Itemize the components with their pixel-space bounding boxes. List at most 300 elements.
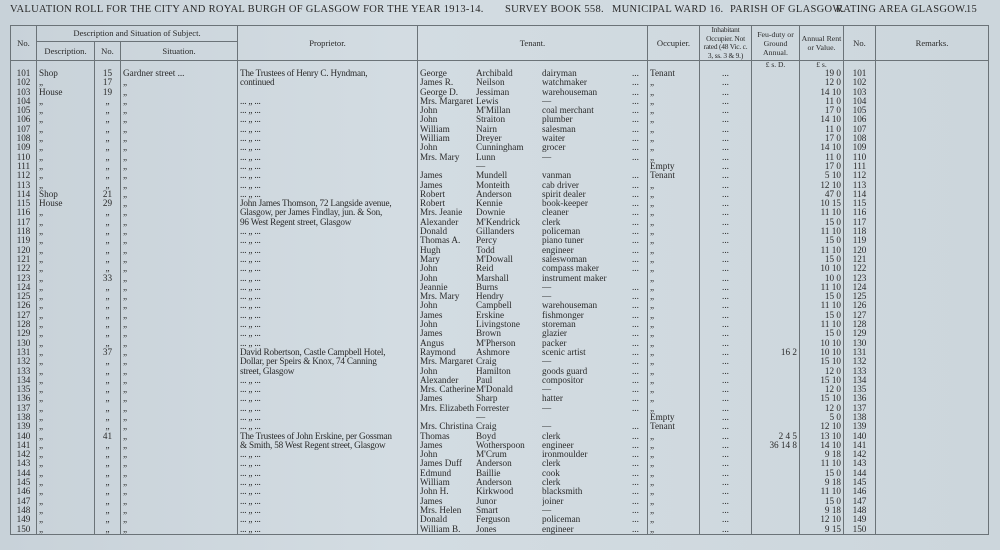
row-occupier: „: [648, 478, 700, 487]
tenant-occupation: —: [542, 152, 552, 162]
tenant-dots: ...: [632, 487, 639, 497]
row-proprietor: ... „ ...: [238, 515, 418, 524]
row-number: 146: [11, 487, 37, 496]
tenant-first-name: Robert: [420, 189, 446, 199]
row-remarks: [876, 88, 989, 97]
tenant-surname: Junor: [476, 496, 497, 506]
row-street-number: „: [95, 357, 121, 366]
row-feu-duty: [752, 394, 800, 403]
row-inhabitant: ...: [700, 227, 752, 236]
row-tenant: [418, 487, 648, 496]
row-proprietor: Dollar, per Speirs & Knox, 74 Canning: [238, 357, 418, 366]
row-tenant: [418, 106, 648, 115]
row-occupier: Empty: [648, 413, 700, 422]
row-description: „: [37, 134, 95, 143]
tenant-occupation: hatter: [542, 394, 563, 404]
rent-units: £ s.: [800, 61, 844, 70]
tenant-occupation: policeman: [542, 515, 581, 525]
row-description: „: [37, 162, 95, 171]
tenant-occupation: storeman: [542, 320, 576, 330]
row-annual-rent: 12 0: [800, 367, 844, 376]
row-tenant: [418, 311, 648, 320]
row-description: „: [37, 143, 95, 152]
row-street-number: „: [95, 153, 121, 162]
row-feu-duty: [752, 292, 800, 301]
row-proprietor: ... „ ...: [238, 339, 418, 348]
row-number: 119: [11, 236, 37, 245]
row-number: 149: [11, 515, 37, 524]
row-situation: „: [121, 515, 238, 524]
row-occupier: Tenant: [648, 69, 700, 78]
tenant-first-name: Mrs. Margaret: [420, 96, 473, 106]
row-inhabitant: ...: [700, 329, 752, 338]
row-remarks: [876, 311, 989, 320]
tenant-surname: Dreyer: [476, 134, 502, 144]
row-feu-duty: [752, 422, 800, 431]
tenant-first-name: John: [420, 320, 438, 330]
row-occupier: „: [648, 497, 700, 506]
row-situation: „: [121, 459, 238, 468]
row-situation: „: [121, 487, 238, 496]
tenant-first-name: John: [420, 115, 438, 125]
row-number: 140: [11, 432, 37, 441]
row-description: „: [37, 283, 95, 292]
row-number-right: 113: [844, 181, 876, 190]
row-description: „: [37, 525, 95, 535]
row-annual-rent: 13 10: [800, 432, 844, 441]
tenant-occupation: compositor: [542, 375, 584, 385]
row-annual-rent: 11 0: [800, 153, 844, 162]
row-tenant: [418, 134, 648, 143]
tenant-occupation: —: [542, 385, 552, 395]
row-street-number: „: [95, 487, 121, 496]
col-annual-rent: Annual Rent or Value.: [800, 26, 844, 61]
row-street-number: „: [95, 506, 121, 515]
row-occupier: „: [648, 385, 700, 394]
row-feu-duty: [752, 376, 800, 385]
row-description: „: [37, 469, 95, 478]
row-number: 107: [11, 125, 37, 134]
table-row: [11, 301, 989, 310]
row-occupier: „: [648, 227, 700, 236]
tenant-dots: ...: [632, 394, 639, 404]
tenant-dots: ...: [632, 199, 639, 209]
row-description: „: [37, 459, 95, 468]
row-street-number: „: [95, 450, 121, 459]
table-row: [11, 394, 989, 403]
tenant-dots: ...: [632, 385, 639, 395]
tenant-surname: Burns: [476, 282, 498, 292]
row-proprietor: ... „ ...: [238, 506, 418, 515]
row-proprietor: ... „ ...: [238, 497, 418, 506]
row-remarks: [876, 459, 989, 468]
row-inhabitant: ...: [700, 497, 752, 506]
row-feu-duty: [752, 171, 800, 180]
tenant-dots: ...: [632, 124, 639, 134]
row-occupier: „: [648, 115, 700, 124]
tenant-surname: Livingstone: [476, 320, 520, 330]
row-description: „: [37, 236, 95, 245]
row-inhabitant: ...: [700, 487, 752, 496]
table-row: [11, 264, 989, 273]
row-number: 147: [11, 497, 37, 506]
row-description: „: [37, 264, 95, 273]
row-number-right: 116: [844, 208, 876, 217]
row-proprietor: ... „ ...: [238, 125, 418, 134]
row-number-right: 146: [844, 487, 876, 496]
table-row: [11, 274, 989, 283]
row-situation: „: [121, 218, 238, 227]
row-occupier: „: [648, 199, 700, 208]
row-inhabitant: ...: [700, 357, 752, 366]
row-situation: „: [121, 404, 238, 413]
tenant-dots: ...: [632, 505, 639, 515]
row-number: 110: [11, 153, 37, 162]
tenant-first-name: John: [420, 450, 438, 460]
row-inhabitant: ...: [700, 106, 752, 115]
col-inhabitant: Inhabitant Occupier. Not rated (48 Vic. c. 3, ss. 3 & 9.): [700, 26, 752, 61]
tenant-surname: Baillie: [476, 468, 501, 478]
tenant-surname: Downie: [476, 208, 506, 218]
row-tenant: [418, 190, 648, 199]
row-situation: „: [121, 143, 238, 152]
tenant-surname: Hamilton: [476, 366, 511, 376]
row-situation: „: [121, 227, 238, 236]
row-occupier: „: [648, 469, 700, 478]
row-situation: „: [121, 376, 238, 385]
row-occupier: „: [648, 153, 700, 162]
table-row: [11, 329, 989, 338]
row-street-number: „: [95, 264, 121, 273]
row-inhabitant: ...: [700, 134, 752, 143]
row-feu-duty: [752, 181, 800, 190]
row-occupier: „: [648, 246, 700, 255]
row-occupier: „: [648, 394, 700, 403]
table-row: [11, 78, 989, 87]
row-street-number: „: [95, 246, 121, 255]
row-description: „: [37, 367, 95, 376]
row-feu-duty: [752, 469, 800, 478]
row-remarks: [876, 301, 989, 310]
row-feu-duty: [752, 478, 800, 487]
row-occupier: „: [648, 181, 700, 190]
municipal-ward: MUNICIPAL WARD 16.: [612, 4, 724, 15]
row-description: „: [37, 218, 95, 227]
row-remarks: [876, 227, 989, 236]
tenant-dots: ...: [632, 189, 639, 199]
row-description: „: [37, 478, 95, 487]
row-street-number: „: [95, 376, 121, 385]
table-row: [11, 292, 989, 301]
row-occupier: „: [648, 329, 700, 338]
row-number: 139: [11, 422, 37, 431]
row-number: 148: [11, 506, 37, 515]
row-situation: „: [121, 329, 238, 338]
row-annual-rent: 15 0: [800, 218, 844, 227]
row-street-number: 19: [95, 88, 121, 97]
tenant-first-name: Thomas A.: [420, 236, 461, 246]
row-annual-rent: 15 0: [800, 329, 844, 338]
row-number-right: 127: [844, 311, 876, 320]
row-number: 111: [11, 162, 37, 171]
table-row: [11, 246, 989, 255]
row-description: „: [37, 404, 95, 413]
row-street-number: „: [95, 478, 121, 487]
row-street-number: „: [95, 459, 121, 468]
row-street-number: „: [95, 367, 121, 376]
row-feu-duty: [752, 497, 800, 506]
row-annual-rent: 11 10: [800, 487, 844, 496]
row-number-right: 109: [844, 143, 876, 152]
tenant-surname: Paul: [476, 375, 493, 385]
row-number: 138: [11, 413, 37, 422]
row-inhabitant: ...: [700, 348, 752, 357]
row-occupier: „: [648, 255, 700, 264]
row-number-right: 132: [844, 357, 876, 366]
row-annual-rent: 10 10: [800, 348, 844, 357]
tenant-dots: ...: [632, 320, 639, 330]
tenant-dots: ...: [632, 282, 639, 292]
row-inhabitant: ...: [700, 311, 752, 320]
row-occupier: „: [648, 450, 700, 459]
row-situation: „: [121, 311, 238, 320]
row-situation: „: [121, 469, 238, 478]
row-annual-rent: 19 0: [800, 69, 844, 78]
tenant-surname: M'Pherson: [476, 338, 516, 348]
row-remarks: [876, 162, 989, 171]
tenant-surname: Anderson: [476, 459, 512, 469]
row-tenant: [418, 348, 648, 357]
row-annual-rent: 15 10: [800, 357, 844, 366]
table-row: [11, 320, 989, 329]
row-street-number: „: [95, 106, 121, 115]
tenant-surname: Reid: [476, 264, 494, 274]
tenant-dots: ...: [632, 87, 639, 97]
row-tenant: [418, 367, 648, 376]
table-row: [11, 311, 989, 320]
row-inhabitant: ...: [700, 115, 752, 124]
row-inhabitant: ...: [700, 190, 752, 199]
row-tenant: [418, 385, 648, 394]
row-annual-rent: 9 15: [800, 525, 844, 535]
row-number-right: 148: [844, 506, 876, 515]
row-description: „: [37, 106, 95, 115]
tenant-first-name: William: [420, 124, 450, 134]
row-annual-rent: 14 10: [800, 441, 844, 450]
tenant-first-name: John: [420, 143, 438, 153]
row-number: 124: [11, 283, 37, 292]
row-number-right: 103: [844, 88, 876, 97]
row-street-number: „: [95, 329, 121, 338]
col-feu-duty: Feu-duty or Ground Annual.: [752, 26, 800, 61]
row-remarks: [876, 348, 989, 357]
row-description: „: [37, 441, 95, 450]
row-occupier: „: [648, 190, 700, 199]
row-situation: „: [121, 134, 238, 143]
tenant-dots: ...: [632, 310, 639, 320]
col-description-group: Description and Situation of Subject.: [37, 26, 238, 42]
row-remarks: [876, 450, 989, 459]
row-annual-rent: 5 0: [800, 413, 844, 422]
tenant-dots: ...: [632, 338, 639, 348]
tenant-dots: ...: [632, 245, 639, 255]
table-row: [11, 432, 989, 441]
row-feu-duty: [752, 246, 800, 255]
tenant-first-name: Mrs. Mary: [420, 292, 460, 302]
row-number-right: 133: [844, 367, 876, 376]
tenant-first-name: James: [420, 310, 443, 320]
table-row: [11, 171, 989, 180]
row-occupier: „: [648, 264, 700, 273]
row-occupier: „: [648, 236, 700, 245]
table-row: [11, 153, 989, 162]
tenant-surname: —: [476, 412, 486, 422]
tenant-dots: ...: [632, 496, 639, 506]
tenant-dots: ...: [632, 78, 639, 88]
row-tenant: [418, 208, 648, 217]
row-proprietor: [238, 88, 418, 97]
row-occupier: „: [648, 432, 700, 441]
row-number: 113: [11, 181, 37, 190]
row-proprietor: ... „ ...: [238, 274, 418, 283]
row-annual-rent: 14 10: [800, 143, 844, 152]
row-situation: „: [121, 301, 238, 310]
row-number-right: 143: [844, 459, 876, 468]
row-number: 127: [11, 311, 37, 320]
row-description: „: [37, 320, 95, 329]
row-annual-rent: 17 0: [800, 162, 844, 171]
tenant-occupation: dairyman: [542, 69, 577, 78]
row-street-number: „: [95, 218, 121, 227]
row-occupier: „: [648, 339, 700, 348]
row-tenant: [418, 218, 648, 227]
row-tenant: [418, 525, 648, 535]
row-feu-duty: [752, 283, 800, 292]
tenant-occupation: spirit dealer: [542, 189, 586, 199]
row-inhabitant: ...: [700, 264, 752, 273]
row-situation: „: [121, 497, 238, 506]
row-proprietor: ... „ ...: [238, 478, 418, 487]
tenant-occupation: —: [542, 422, 552, 432]
row-remarks: [876, 525, 989, 535]
table-row: [11, 69, 989, 78]
row-situation: „: [121, 78, 238, 87]
tenant-first-name: Alexander: [420, 375, 459, 385]
row-number-right: 119: [844, 236, 876, 245]
row-tenant: [418, 478, 648, 487]
row-feu-duty: [752, 404, 800, 413]
row-situation: „: [121, 348, 238, 357]
row-situation: „: [121, 246, 238, 255]
row-inhabitant: ...: [700, 153, 752, 162]
row-tenant: [418, 143, 648, 152]
tenant-occupation: clerk: [542, 217, 561, 227]
row-tenant: [418, 357, 648, 366]
tenant-occupation: plumber: [542, 115, 573, 125]
row-situation: „: [121, 478, 238, 487]
row-number: 141: [11, 441, 37, 450]
row-proprietor: street, Glasgow: [238, 367, 418, 376]
row-inhabitant: ...: [700, 283, 752, 292]
feu-units: £ s. D.: [752, 61, 800, 70]
row-annual-rent: 15 10: [800, 394, 844, 403]
row-proprietor: ... „ ...: [238, 283, 418, 292]
row-number: 129: [11, 329, 37, 338]
tenant-occupation: —: [542, 96, 552, 106]
row-street-number: „: [95, 162, 121, 171]
row-tenant: [418, 283, 648, 292]
tenant-occupation: waiter: [542, 134, 565, 144]
tenant-occupation: saleswoman: [542, 254, 587, 264]
row-description: „: [37, 125, 95, 134]
tenant-dots: ...: [632, 347, 639, 357]
row-remarks: [876, 329, 989, 338]
row-description: „: [37, 506, 95, 515]
row-number-right: 140: [844, 432, 876, 441]
row-tenant: [418, 171, 648, 180]
row-number-right: 141: [844, 441, 876, 450]
row-feu-duty: [752, 162, 800, 171]
row-description: „: [37, 450, 95, 459]
row-annual-rent: 12 0: [800, 385, 844, 394]
row-feu-duty: [752, 506, 800, 515]
row-inhabitant: ...: [700, 125, 752, 134]
row-description: House: [37, 88, 95, 97]
row-occupier: „: [648, 459, 700, 468]
row-proprietor: continued: [238, 78, 418, 87]
row-annual-rent: 15 0: [800, 236, 844, 245]
tenant-dots: ...: [632, 375, 639, 385]
col-situation: Situation.: [121, 41, 238, 60]
row-street-number: „: [95, 125, 121, 134]
row-number-right: 122: [844, 264, 876, 273]
row-number-right: 130: [844, 339, 876, 348]
row-tenant: [418, 515, 648, 524]
valuation-table: [10, 25, 989, 535]
table-row: [11, 385, 989, 394]
row-number: 103: [11, 88, 37, 97]
row-occupier: „: [648, 525, 700, 535]
row-annual-rent: 5 10: [800, 171, 844, 180]
row-description: „: [37, 357, 95, 366]
tenant-first-name: Angus: [420, 338, 444, 348]
tenant-occupation: —: [542, 282, 552, 292]
tenant-surname: Craig: [476, 357, 497, 367]
row-street-number: „: [95, 413, 121, 422]
row-occupier: Empty: [648, 162, 700, 171]
row-remarks: [876, 125, 989, 134]
tenant-occupation: —: [542, 357, 552, 367]
row-proprietor: ... „ ...: [238, 264, 418, 273]
row-inhabitant: ...: [700, 385, 752, 394]
row-number-right: 112: [844, 171, 876, 180]
row-proprietor: ... „ ...: [238, 115, 418, 124]
tenant-first-name: James Duff: [420, 459, 462, 469]
row-number-right: 149: [844, 515, 876, 524]
row-feu-duty: [752, 218, 800, 227]
row-inhabitant: ...: [700, 246, 752, 255]
table-row: [11, 367, 989, 376]
tenant-first-name: James R.: [420, 78, 454, 88]
row-annual-rent: 10 10: [800, 264, 844, 273]
row-remarks: [876, 432, 989, 441]
tenant-dots: ...: [632, 422, 639, 432]
tenant-first-name: William: [420, 134, 450, 144]
row-description: „: [37, 301, 95, 310]
row-remarks: [876, 171, 989, 180]
row-situation: „: [121, 339, 238, 348]
row-situation: „: [121, 88, 238, 97]
